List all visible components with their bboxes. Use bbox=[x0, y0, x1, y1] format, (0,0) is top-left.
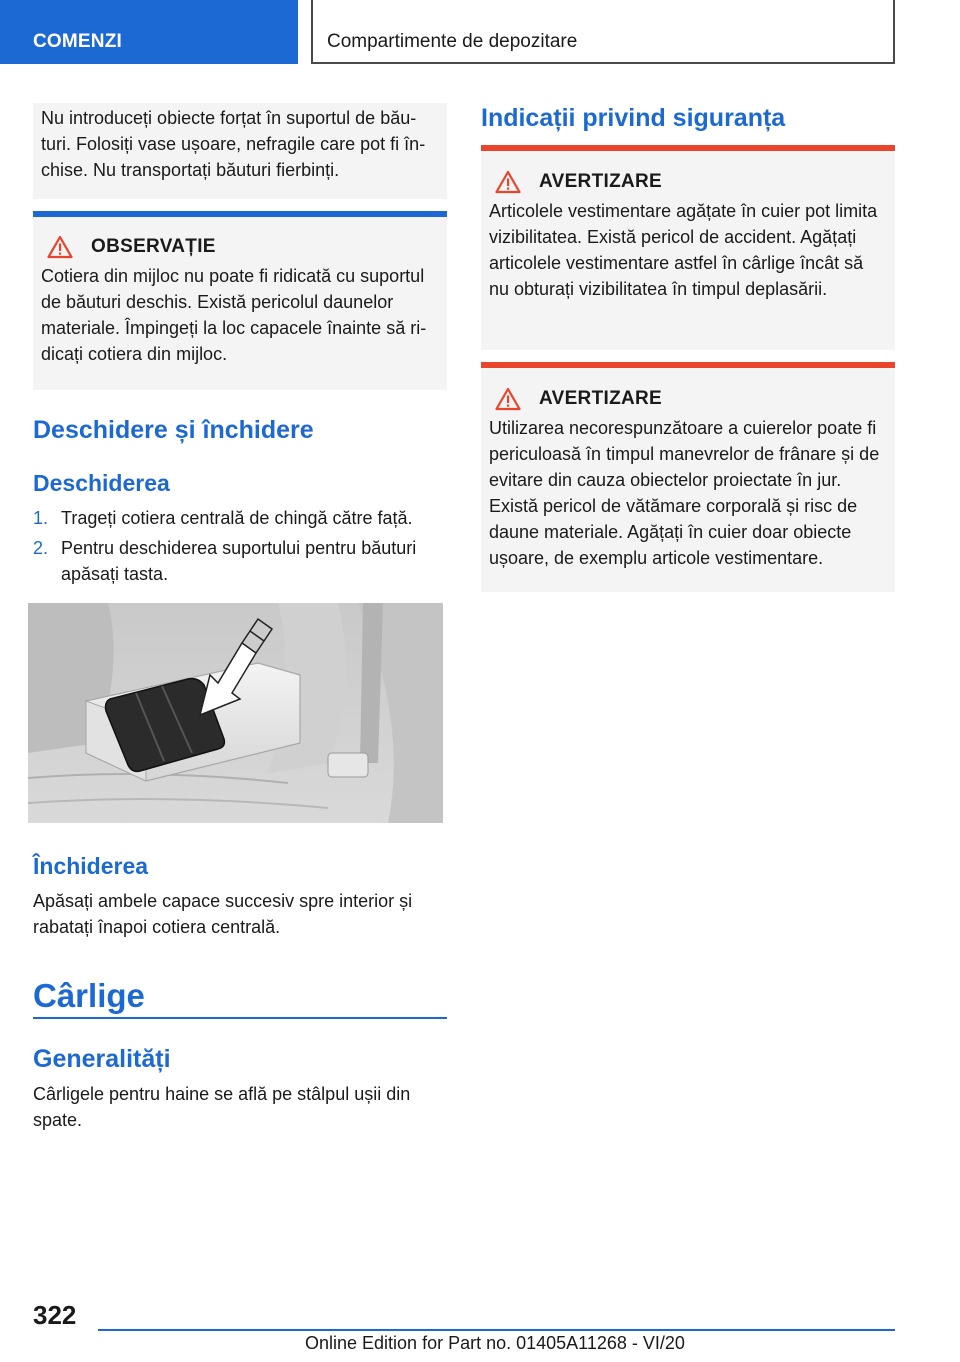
header-section-tab bbox=[0, 0, 298, 64]
warning-header bbox=[489, 387, 887, 411]
section-title-open-close: Deschidere și închidere bbox=[33, 416, 314, 444]
warning-triangle-icon bbox=[495, 387, 521, 411]
notice-box bbox=[33, 217, 447, 390]
armrest-illustration bbox=[28, 603, 443, 823]
step-number: 2. bbox=[33, 538, 49, 558]
section-rule-hooks bbox=[33, 1017, 447, 1019]
header-section-label: COMENZI bbox=[33, 31, 123, 52]
header-chapter-label: Compartimente de depozitare bbox=[327, 31, 578, 52]
warning-box bbox=[481, 368, 895, 592]
step-item bbox=[33, 505, 447, 531]
warning-title: AVERTIZARE bbox=[539, 388, 662, 409]
step-text: Trageți cotiera centrală de chingă către față. bbox=[61, 508, 413, 528]
step-number: 1. bbox=[33, 508, 49, 528]
footer-edition: Online Edition for Part no. 01405A11268 - VI/20 bbox=[305, 1333, 685, 1353]
intro-note-box bbox=[33, 103, 447, 199]
closing-text: Apăsați ambele capace succesiv spre interior și rabatați înapoi cotiera centrală. bbox=[33, 891, 413, 937]
subsection-title-general: Generalități bbox=[33, 1045, 171, 1073]
armrest-drawing bbox=[28, 603, 443, 823]
opening-steps-list bbox=[33, 505, 447, 591]
section-title-safety: Indicații privind siguranța bbox=[481, 104, 786, 132]
section-title-hooks: Cârlige bbox=[33, 977, 145, 1014]
step-text: Pentru deschiderea suportului pentru băuturi apăsați tasta. bbox=[61, 538, 417, 584]
warning-triangle-icon bbox=[47, 235, 73, 259]
subsection-title-opening: Deschiderea bbox=[33, 470, 170, 496]
subsection-title-closing: Închiderea bbox=[33, 853, 149, 879]
warning-text: Articolele vestimentare agățate în cuier pot limita vizibilitatea. Există pericol de accident. Agățați articolele vestimentare astfel în cârlige încât să nu obturați vizibilitatea în timpul deplasării. bbox=[489, 201, 878, 299]
warning-box bbox=[481, 151, 895, 350]
footer-rule bbox=[98, 1329, 895, 1331]
step-item bbox=[33, 535, 447, 587]
warning-header bbox=[489, 170, 887, 194]
warning-title: AVERTIZARE bbox=[539, 171, 662, 192]
page-number: 322 bbox=[33, 1300, 77, 1330]
general-text: Cârligele pentru haine se află pe stâlpul ușii din spate. bbox=[33, 1084, 411, 1130]
notice-header bbox=[41, 235, 439, 259]
intro-note-text: Nu introduceți obiecte forțat în suportul de băuturi. Folosiți vase ușoare, nefragile care pot fi închise. Nu transportați băuturi fierbinți. bbox=[41, 108, 426, 180]
warning-triangle-icon bbox=[495, 170, 521, 194]
header-chapter-box bbox=[311, 0, 895, 64]
notice-title: OBSERVAȚIE bbox=[91, 236, 216, 257]
notice-text: Cotiera din mijloc nu poate fi ridicată cu suportul de băuturi deschis. Există pericolul daunelor materiale. Împingeți la loc capacele înainte să ridicați cotiera din mijloc. bbox=[41, 266, 427, 364]
warning-text: Utilizarea necorespunzătoare a cuierelor poate fi periculoasă în timpul manevrelor de frânare și de evitare din cauza obiectelor proiectate în jur. Există pericol de vătămare corporală și risc de daune materiale. Agățați în cuier doar obiecte ușoare, de exemplu articole vestimentare. bbox=[489, 418, 880, 568]
